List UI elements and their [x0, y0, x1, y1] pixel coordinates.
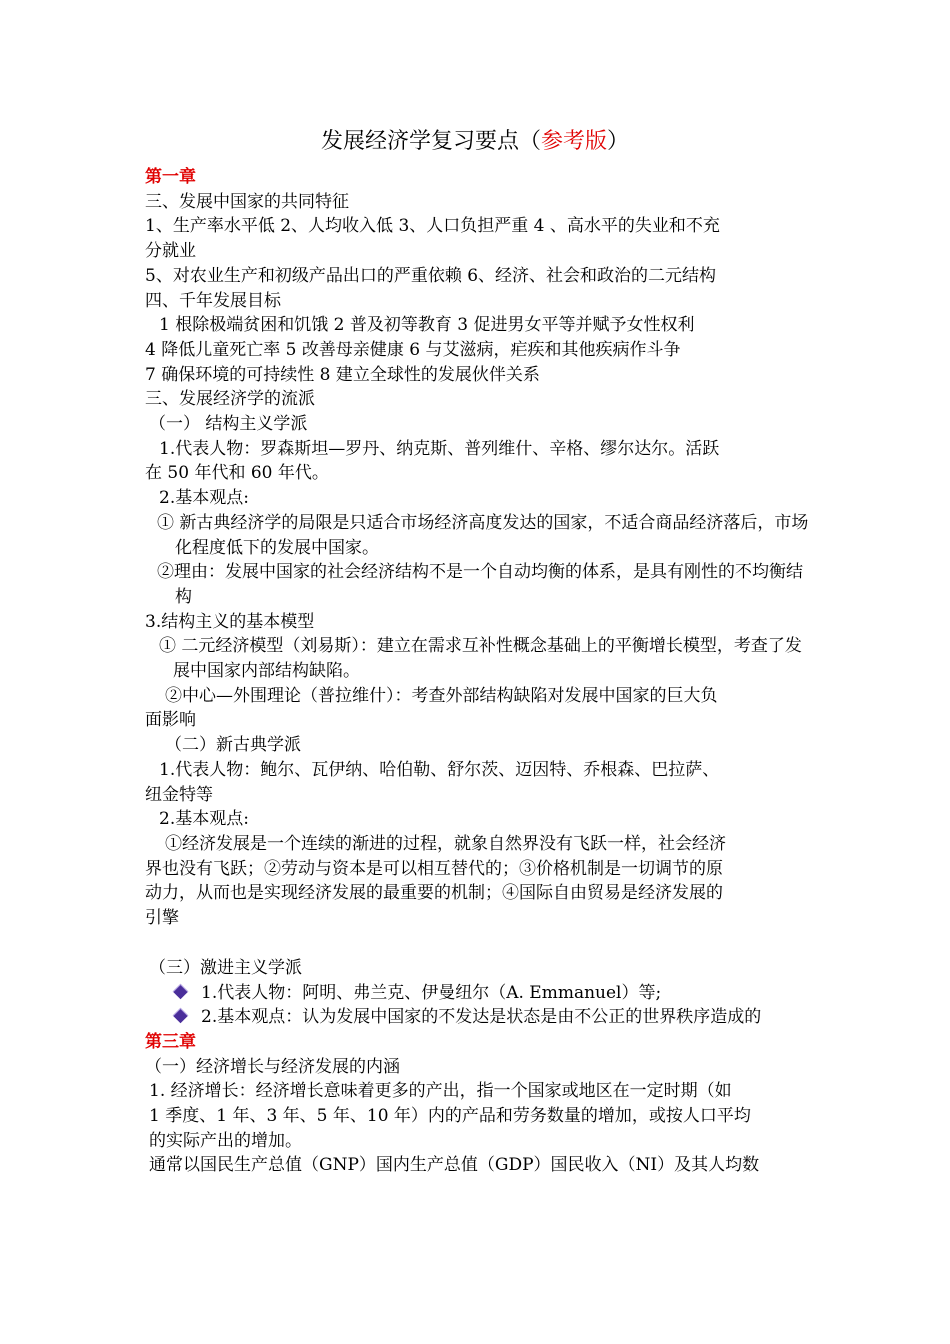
text-line: 在 50 年代和 60 年代。 [145, 463, 329, 484]
section-heading: 三、发展中国家的共同特征 [145, 191, 349, 212]
text-line: ②中心—外围理论（普拉维什）：考查外部结构缺陷对发展中国家的巨大负 [165, 685, 718, 706]
text-paragraph: ① 二元经济模型（刘易斯）：建立在需求互补性概念基础上的平衡增长模型，考查了发展中国家内部结构缺陷。 [159, 636, 802, 682]
text-line: 分就业 [145, 241, 196, 262]
text-line: 1、生产率水平低 2、人均收入低 3、人口负担严重 4 、高水平的失业和不充 [145, 216, 720, 237]
bullet-text: 2.基本观点：认为发展中国家的不发达是状态是由不公正的世界秩序造成的 [201, 1007, 762, 1028]
text-line: ①经济发展是一个连续的渐进的过程，就象自然界没有飞跃一样，社会经济 [165, 833, 726, 854]
page-title [0, 125, 950, 159]
text-line: 1 根除极端贫困和饥饿 2 普及初等教育 3 促进男女平等并赋予女性权利 [159, 315, 695, 336]
subsection-heading: （二）新古典学派 [165, 735, 301, 756]
text-line: 1 季度、1 年、3 年、5 年、10 年）内的产品和劳务数量的增加，或按人口平均 [149, 1106, 751, 1127]
text-line: 2.基本观点: [159, 488, 249, 509]
subsection-heading: （三）激进主义学派 [149, 957, 302, 978]
text-line: 界也没有飞跃；②劳动与资本是可以相互替代的；③价格机制是一切调节的原 [145, 858, 723, 879]
chapter-heading: 第一章 [145, 167, 196, 187]
title-main: 发展经济学复习要点（ [320, 129, 541, 154]
chapter-heading: 第三章 [145, 1031, 196, 1052]
subsection-heading: （一）经济增长与经济发展的内涵 [145, 1056, 400, 1077]
text-line: 引擎 [145, 908, 179, 929]
spacer [145, 931, 810, 956]
title-close: ） [607, 129, 630, 154]
text-line: 1. 经济增长：经济增长意味着更多的产出，指一个国家或地区在一定时期（如 [149, 1081, 732, 1102]
bullet-text: 1.代表人物：阿明、弗兰克、伊曼纽尔（A. Emmanuel）等; [201, 982, 662, 1003]
title-highlight: 参考版 [540, 129, 607, 154]
text-line: 3.结构主义的基本模型 [145, 611, 315, 632]
text-line: 5、对农业生产和初级产品出口的严重依赖 6、经济、社会和政治的二元结构 [145, 265, 717, 286]
text-line: 动力，从而也是实现经济发展的最重要的机制；④国际自由贸易是经济发展的 [145, 883, 723, 904]
text-line: 通常以国民生产总值（GNP）国内生产总值（GDP）国民收入（NI）及其人均数 [149, 1155, 760, 1176]
text-line: 面影响 [145, 710, 196, 731]
diamond-bullet-icon [173, 1008, 189, 1024]
text-line: 2.基本观点: [159, 809, 249, 830]
text-paragraph: ① 新古典经济学的局限是只适合市场经济高度发达的国家，不适合商品经济落后，市场化程度低下的发展中国家。 [157, 512, 809, 558]
bullet-item [145, 1005, 810, 1030]
section-heading: 三、发展经济学的流派 [145, 389, 315, 410]
document-body [145, 165, 810, 1178]
text-line: 7 确保环境的可持续性 8 建立全球性的发展伙伴关系 [145, 364, 540, 385]
section-heading: 四、千年发展目标 [145, 290, 281, 311]
bullet-item [145, 981, 810, 1006]
text-line: 1.代表人物：鲍尔、瓦伊纳、哈伯勒、舒尔茨、迈因特、乔根森、巴拉萨、 [159, 759, 720, 780]
diamond-bullet-icon [173, 983, 189, 999]
text-line: 1.代表人物：罗森斯坦—罗丹、纳克斯、普列维什、辛格、缪尔达尔。活跃 [159, 438, 720, 459]
text-line: 的实际产出的增加。 [149, 1130, 302, 1151]
text-paragraph: ②理由：发展中国家的社会经济结构不是一个自动均衡的体系，是具有刚性的不均衡结构 [157, 562, 803, 607]
text-line: 4 降低儿童死亡率 5 改善母亲健康 6 与艾滋病，疟疾和其他疾病作斗争 [145, 339, 681, 360]
text-line: 纽金特等 [145, 784, 213, 805]
subsection-heading: （一） 结构主义学派 [149, 414, 308, 435]
